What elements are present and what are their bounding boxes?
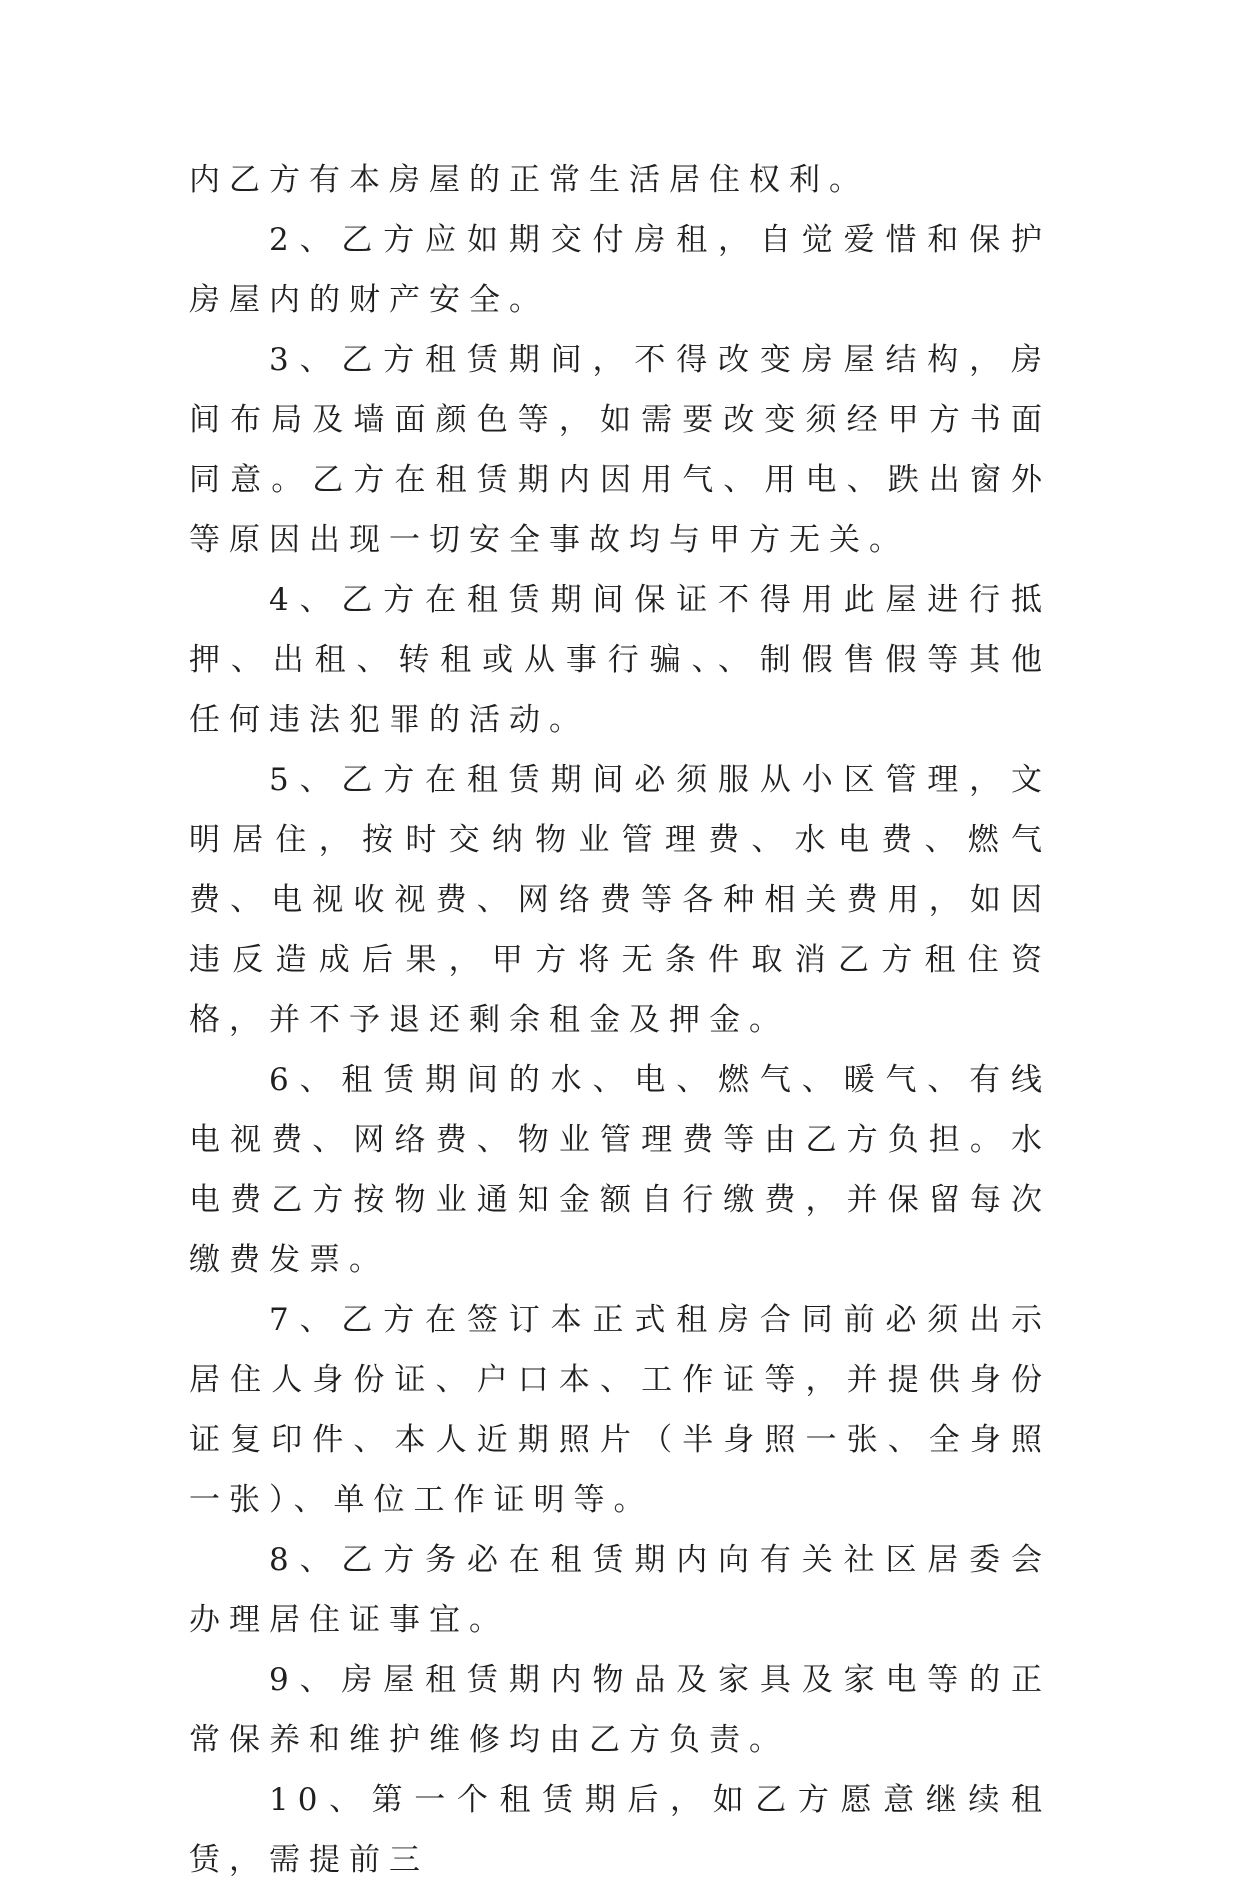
clause-7: 7、乙方在签订本正式租房合同前必须出示居住人身份证、户口本、工作证等，并提供身份证复印件、本人近期照片（半身照一张、全身照一张）、单位工作证明等。 bbox=[189, 1302, 1051, 1518]
paragraph-continuation: 内乙方有本房屋的正常生活居住权利。 bbox=[189, 162, 869, 198]
contract-body bbox=[189, 150, 1051, 1890]
clause-8: 8、乙方务必在租赁期内向有关社区居委会办理居住证事宜。 bbox=[189, 1542, 1051, 1638]
clause-6: 6、租赁期间的水、电、燃气、暖气、有线电视费、网络费、物业管理费等由乙方负担。水电费乙方按物业通知金额自行缴费，并保留每次缴费发票。 bbox=[189, 1062, 1051, 1278]
clause-9: 9、房屋租赁期内物品及家具及家电等的正常保养和维护维修均由乙方负责。 bbox=[189, 1662, 1051, 1758]
clause-2: 2、乙方应如期交付房租，自觉爱惜和保护房屋内的财产安全。 bbox=[189, 222, 1051, 318]
clause-5: 5、乙方在租赁期间必须服从小区管理，文明居住，按时交纳物业管理费、水电费、燃气费、电视收视费、网络费等各种相关费用，如因违反造成后果，甲方将无条件取消乙方租住资格，并不予退还剩余租金及押金。 bbox=[189, 762, 1051, 1038]
clause-10: 10、第一个租赁期后，如乙方愿意继续租赁，需提前三 bbox=[189, 1782, 1051, 1878]
clause-3: 3、乙方租赁期间，不得改变房屋结构，房间布局及墙面颜色等，如需要改变须经甲方书面同意。乙方在租赁期内因用气、用电、跌出窗外等原因出现一切安全事故均与甲方无关。 bbox=[189, 342, 1051, 558]
clause-4: 4、乙方在租赁期间保证不得用此屋进行抵押、出租、转租或从事行骗、、制假售假等其他任何违法犯罪的活动。 bbox=[189, 582, 1051, 738]
